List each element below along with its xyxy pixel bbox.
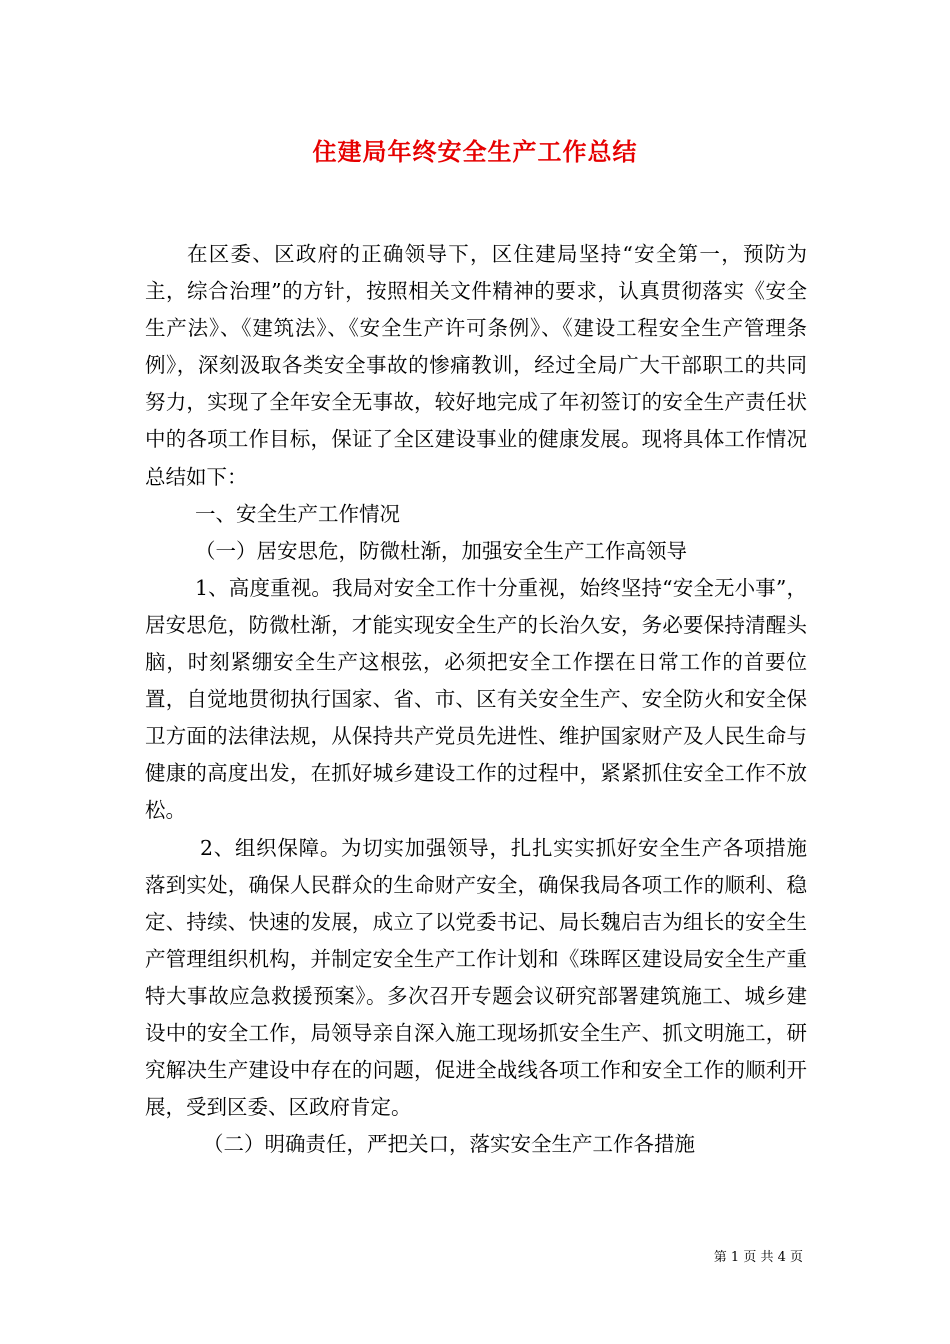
subsection-heading-2: （二）明确责任，严把关口，落实安全生产工作各措施 [203,1132,695,1157]
item-paragraph-2: 2、组织保障。为切实加强领导，扎扎实实抓好安全生产各项措施落到实处，确保人民群众的生命财产安全，确保我局各项工作的顺利、稳定、持续、快速的发展，成立了以党委书记、局长魏启吉为组长的安全生产管理组织机构，并制定安全生产工作计划和《珠晖区建设局安全生产重特大事故应急救援预案》。多次召开专题会议研究部署建筑施工、城乡建设中的安全工作，局领导亲自深入施工现场抓安全生产、抓文明施工，研究解决生产建设中存在的问题，促进全战线各项工作和安全工作的顺利开展，受到区委、区政府肯定。 [145,835,807,1120]
intro-paragraph: 在区委、区政府的正确领导下，区住建局坚持“安全第一，预防为主，综合治理”的方针，按照相关文件精神的要求，认真贯彻落实《安全生产法》、《建筑法》、《安全生产许可条例》、《建设工程安全生产管理条例》，深刻汲取各类安全事故的惨痛教训，经过全局广大干部职工的共同努力，实现了全年安全无事故，较好地完成了年初签订的安全生产责任状中的各项工作目标，保证了全区建设事业的健康发展。现将具体工作情况总结如下： [145,242,807,489]
document-body [145,236,807,1163]
page-number: 第 1 页 共 4 页 [713,1250,803,1265]
document-title: 住建局年终安全生产工作总结 [312,137,638,166]
section-heading-1: 一、安全生产工作情况 [195,501,400,526]
item-paragraph-1: 1、高度重视。我局对安全工作十分重视，始终坚持“安全无小事”，居安思危，防微杜渐，才能实现安全生产的长治久安，务必要保持清醒头脑，时刻紧绷安全生产这根弦，必须把安全工作摆在日常工作的首要位置，自觉地贯彻执行国家、省、市、区有关安全生产、安全防火和安全保卫方面的法律法规，从保持共产党员先进性、维护国家财产及人民生命与健康的高度出发，在抓好城乡建设工作的过程中，紧紧抓住安全工作不放松。 [145,575,807,823]
subsection-heading-1: （一）居安思危，防微杜渐，加强安全生产工作高领导 [195,538,687,563]
